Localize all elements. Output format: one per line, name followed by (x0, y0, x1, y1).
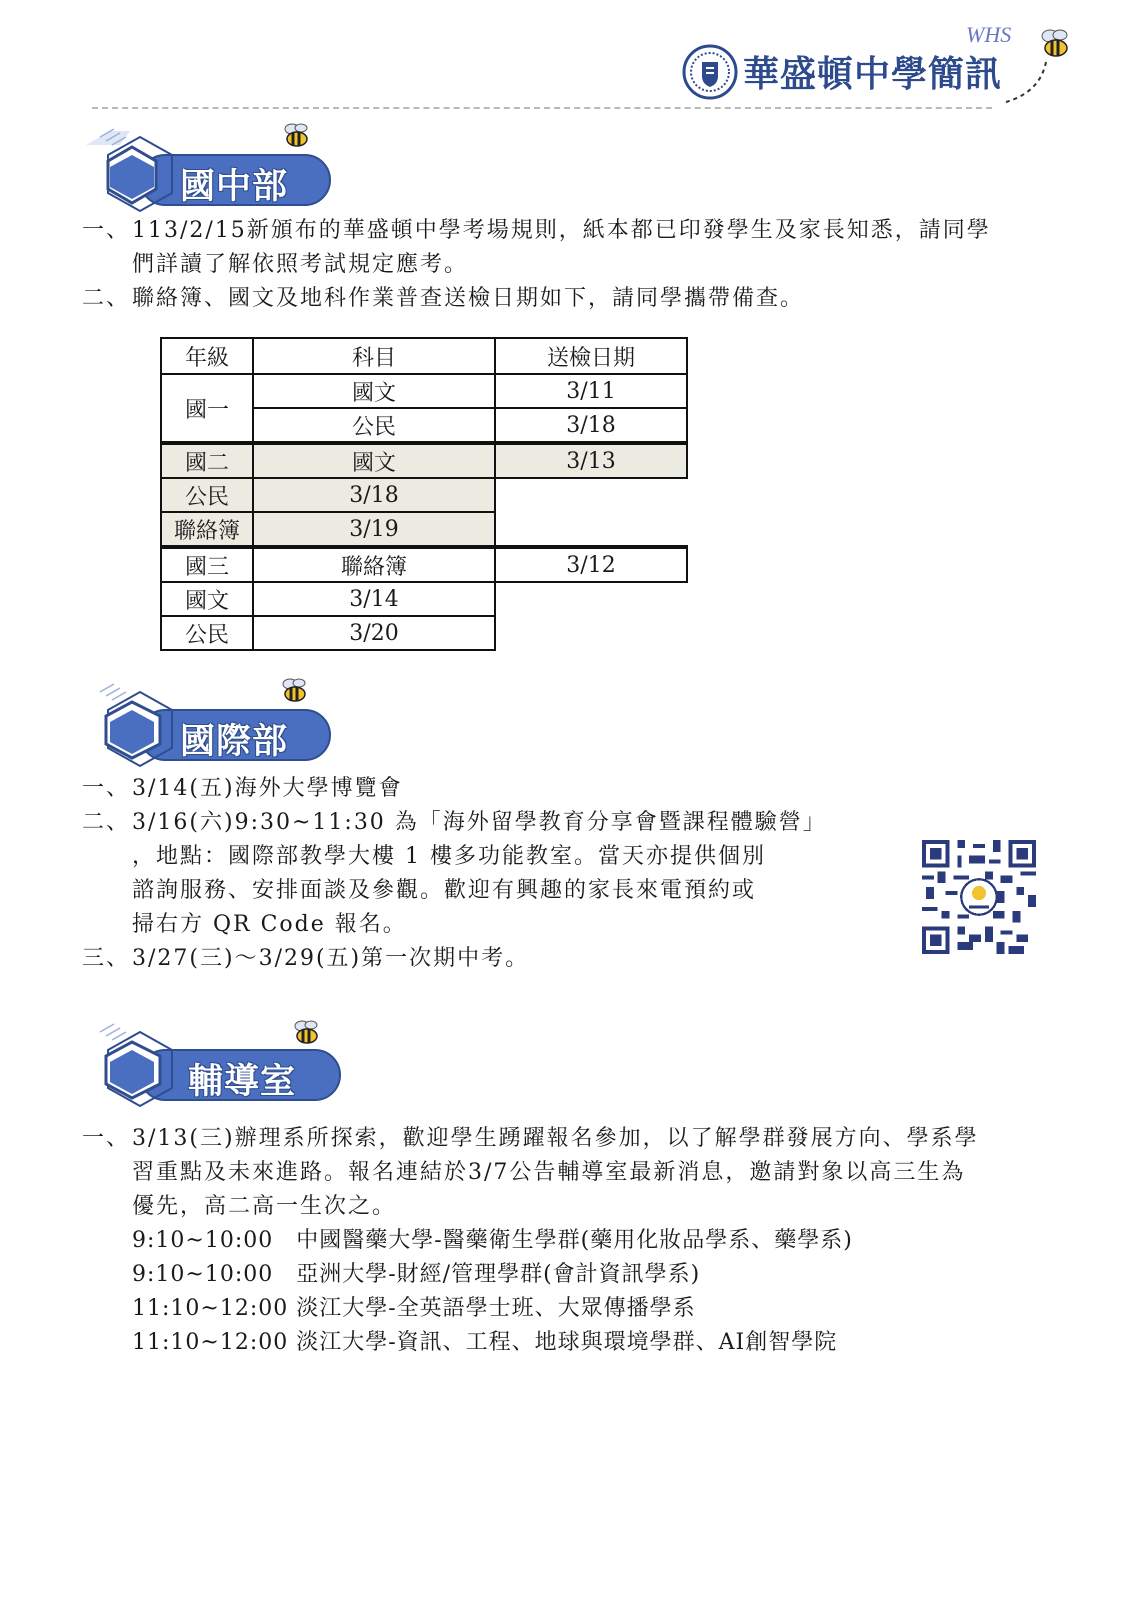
schedule-item: 9:10~10:00 亞洲大學-財經/管理學群(會計資訊學系) (132, 1262, 701, 1287)
table-row (161, 478, 687, 512)
table-row (161, 512, 687, 547)
schedule-item: 9:10~10:00 中國醫藥大學-醫藥衛生學群(藥用化妝品學系、藥學系) (132, 1228, 853, 1253)
section-badge-counseling (80, 1020, 340, 1120)
grade-cell: 國二 (161, 443, 253, 478)
table-header-row (161, 338, 687, 374)
item-text: 優先，高二高一生次之。 (132, 1194, 397, 1219)
date-cell: 3/13 (495, 443, 687, 478)
date-cell: 3/18 (495, 408, 687, 443)
subject-cell: 公民 (253, 408, 495, 443)
item-marker: 一、 (82, 1126, 131, 1151)
date-cell: 3/20 (253, 616, 495, 650)
header (0, 0, 1147, 110)
item-marker: 二、 (82, 286, 131, 311)
header-divider (92, 107, 992, 109)
date-cell: 3/19 (253, 512, 495, 547)
item-text: 聯絡簿、國文及地科作業普查送檢日期如下，請同學攜帶備查。 (132, 286, 805, 311)
section-badge-international (80, 680, 340, 780)
subject-cell: 聯絡簿 (253, 547, 495, 582)
subject-cell: 公民 (161, 478, 253, 512)
section-label-international: 國際部 (180, 722, 289, 762)
date-cell: 3/11 (495, 374, 687, 408)
date-cell: 3/14 (253, 582, 495, 616)
subject-cell: 公民 (161, 616, 253, 650)
item-text: 掃右方 QR Code 報名。 (132, 912, 407, 937)
header-subject: 科目 (253, 338, 495, 374)
date-cell: 3/12 (495, 547, 687, 582)
table-row (161, 582, 687, 616)
inspection-date-table (160, 337, 688, 651)
bee-icon (1036, 28, 1076, 62)
counseling-item-1 (82, 1122, 979, 1224)
subject-cell: 國文 (161, 582, 253, 616)
item-text: 習重點及未來進路。報名連結於3/7公告輔導室最新消息，邀請對象以高三生為 (132, 1160, 966, 1185)
table-row (161, 547, 687, 582)
section-label-counseling: 輔導室 (188, 1062, 297, 1102)
header-grade: 年級 (161, 338, 253, 374)
section-label-junior: 國中部 (180, 167, 289, 207)
international-item-2 (82, 806, 827, 942)
qr-code-icon[interactable] (922, 840, 1036, 954)
item-text: 們詳讀了解依照考試規定應考。 (132, 252, 469, 277)
subject-cell: 國文 (253, 443, 495, 478)
header-date: 送檢日期 (495, 338, 687, 374)
item-text: 3/13(三)辦理系所探索，歡迎學生踴躍報名參加，以了解學群發展方向、學系學 (132, 1126, 979, 1151)
item-text: ，地點：國際部教學大樓 1 樓多功能教室。當天亦提供個別 (132, 844, 766, 869)
item-text: 3/14(五)海外大學博覽會 (132, 776, 403, 801)
item-marker: 二、 (82, 810, 131, 835)
item-text: 3/16(六)9:30~11:30 為「海外留學教育分享會暨課程體驗營」 (132, 810, 827, 835)
junior-item-1 (82, 214, 991, 282)
subject-cell: 國文 (253, 374, 495, 408)
item-text: 3/27(三)～3/29(五)第一次期中考。 (132, 946, 530, 971)
item-marker: 一、 (82, 776, 131, 801)
table-row (161, 374, 687, 408)
schedule-item: 11:10~12:00 淡江大學-全英語學士班、大眾傳播學系 (132, 1296, 696, 1321)
section-badge-junior (80, 125, 340, 225)
item-marker: 三、 (82, 946, 131, 971)
date-cell: 3/18 (253, 478, 495, 512)
school-emblem-icon (682, 44, 738, 100)
bee-trail-icon (990, 58, 1050, 108)
bee-icon (280, 121, 314, 151)
schedule-item: 11:10~12:00 淡江大學-資訊、工程、地球與環境學群、AI創智學院 (132, 1330, 838, 1355)
newsletter-subtitle: WHS (966, 22, 1012, 47)
newsletter-title: 華盛頓中學簡訊 (743, 54, 1003, 95)
grade-cell: 國一 (161, 374, 253, 443)
table-row (161, 616, 687, 650)
international-item-1 (82, 772, 403, 806)
subject-cell: 聯絡簿 (161, 512, 253, 547)
item-text: 113/2/15新頒布的華盛頓中學考場規則，紙本都已印發學生及家長知悉，請同學 (132, 218, 991, 243)
international-item-3 (82, 942, 529, 976)
bee-icon (278, 676, 312, 706)
item-marker: 一、 (82, 218, 131, 243)
bee-icon (290, 1018, 324, 1048)
junior-item-2 (82, 282, 804, 316)
item-text: 諮詢服務、安排面談及參觀。歡迎有興趣的家長來電預約或 (132, 878, 757, 903)
table-row (161, 443, 687, 478)
grade-cell: 國三 (161, 547, 253, 582)
